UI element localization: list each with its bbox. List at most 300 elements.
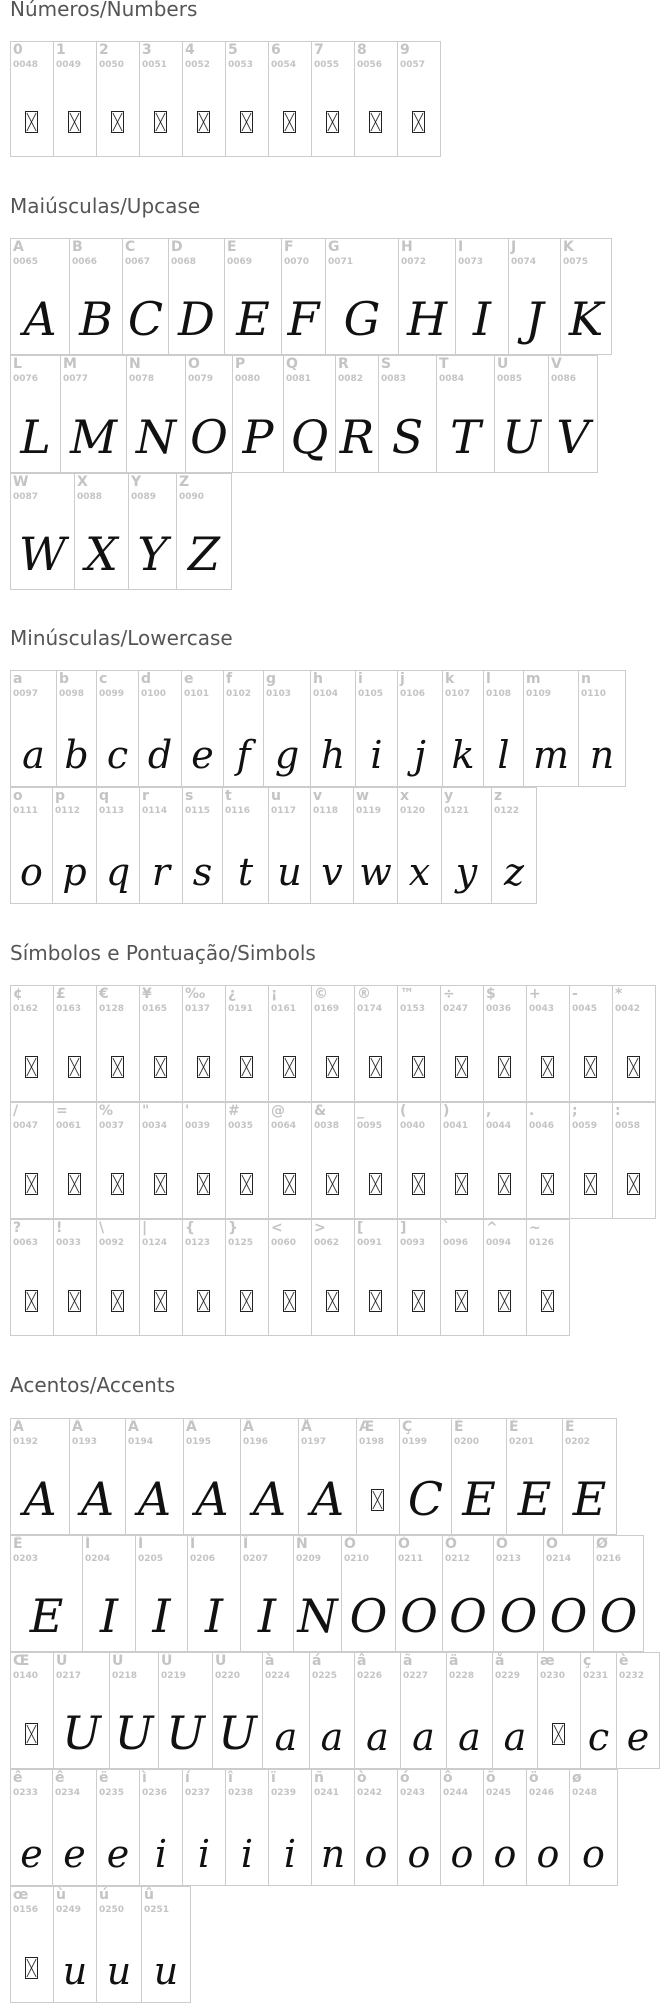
glyph-char-label: ( <box>400 1103 407 1119</box>
glyph-char-label: P <box>235 356 246 372</box>
glyph-char-label: Ã <box>186 1419 197 1435</box>
glyph-sample: u <box>62 1949 88 1993</box>
missing-glyph-icon <box>369 1290 382 1312</box>
glyph-cell-accents <box>182 1769 226 1886</box>
glyph-code-label: 0206 <box>190 1554 216 1564</box>
glyph-sample: V <box>556 410 590 464</box>
glyph-code-label: 0125 <box>228 1238 254 1248</box>
glyph-sample: w <box>359 850 392 894</box>
missing-glyph-icon <box>68 1056 81 1078</box>
glyph-code-label: 0202 <box>565 1437 591 1447</box>
glyph-cell-symbols <box>182 985 226 1102</box>
glyph-cell-numbers <box>225 41 269 157</box>
glyph-cell-accents <box>10 1769 53 1886</box>
missing-glyph-icon <box>25 111 38 133</box>
glyph-cell-symbols <box>612 1102 656 1219</box>
glyph-char-label: s <box>185 788 194 804</box>
glyph-cell-lowercase <box>223 670 264 787</box>
glyph-code-label: 0199 <box>402 1437 428 1447</box>
glyph-code-label: 0174 <box>357 1004 383 1014</box>
glyph-code-label: 0196 <box>243 1437 269 1447</box>
glyph-cell-accents <box>96 1886 142 2003</box>
glyph-cell-accents <box>53 1886 97 2003</box>
glyph-cell-accents <box>440 1769 484 1886</box>
glyph-cell-symbols <box>182 1219 226 1336</box>
glyph-cell-accents <box>537 1652 581 1769</box>
glyph-cell-upcase <box>10 355 61 473</box>
glyph-cell-symbols <box>10 985 54 1102</box>
glyph-code-label: 0229 <box>495 1671 521 1681</box>
glyph-cell-accents <box>354 1769 398 1886</box>
glyph-char-label: ø <box>572 1770 582 1786</box>
glyph-cell-symbols <box>10 1102 54 1219</box>
glyph-code-label: 0153 <box>400 1004 426 1014</box>
glyph-cell-accents <box>580 1652 617 1769</box>
glyph-cell-accents <box>526 1769 570 1886</box>
glyph-sample: i <box>370 733 383 777</box>
glyph-cell-symbols <box>53 1102 97 1219</box>
glyph-cell-symbols <box>440 1219 484 1336</box>
glyph-char-label: Ö <box>546 1536 558 1552</box>
glyph-code-label: 0066 <box>72 257 98 267</box>
glyph-char-label: c <box>99 671 108 687</box>
glyph-sample: A <box>252 1472 287 1526</box>
glyph-sample: A <box>195 1472 229 1526</box>
glyph-cell-lowercase <box>310 670 356 787</box>
glyph-char-label: / <box>13 1103 19 1119</box>
glyph-cell-upcase <box>74 473 129 590</box>
glyph-code-label: 0093 <box>400 1238 426 1248</box>
glyph-cell-symbols <box>483 985 527 1102</box>
glyph-cell-upcase <box>436 355 495 473</box>
glyph-sample: Z <box>188 527 220 581</box>
glyph-char-label: b <box>59 671 70 687</box>
glyph-char-label: : <box>615 1103 621 1119</box>
glyph-sample: E <box>236 292 270 346</box>
glyph-code-label: 0081 <box>286 374 312 384</box>
glyph-sample: N <box>297 1589 338 1643</box>
glyph-sample: f <box>236 733 251 777</box>
glyph-code-label: 0211 <box>398 1554 424 1564</box>
glyph-char-label: ç <box>583 1653 592 1669</box>
glyph-code-label: 0051 <box>142 60 168 70</box>
glyph-code-label: 0105 <box>358 689 384 699</box>
glyph-cell-symbols <box>311 1219 355 1336</box>
glyph-cell-upcase <box>185 355 233 473</box>
glyph-code-label: 0052 <box>185 60 211 70</box>
section-title-numbers: Números/Numbers <box>10 0 198 21</box>
section-title-lowercase: Minúsculas/Lowercase <box>10 626 233 650</box>
missing-glyph-icon <box>369 111 382 133</box>
glyph-cell-numbers <box>53 41 97 157</box>
missing-glyph-icon <box>197 111 210 133</box>
glyph-char-label: D <box>171 239 183 255</box>
glyph-code-label: 0140 <box>13 1671 39 1681</box>
glyph-cell-accents <box>158 1652 213 1769</box>
glyph-sample: I <box>152 1589 171 1643</box>
glyph-code-label: 0071 <box>328 257 354 267</box>
glyph-cell-lowercase <box>483 670 524 787</box>
missing-glyph-icon <box>197 1056 210 1078</box>
glyph-code-label: 0233 <box>13 1788 39 1798</box>
glyph-cell-upcase <box>128 473 177 590</box>
glyph-cell-accents <box>562 1418 617 1535</box>
glyph-sample: i <box>197 1832 211 1876</box>
glyph-char-label: Ñ <box>296 1536 308 1552</box>
missing-glyph-icon <box>283 1173 296 1195</box>
missing-glyph-icon <box>111 1290 124 1312</box>
glyph-cell-symbols <box>10 1219 54 1336</box>
glyph-cell-symbols <box>268 985 312 1102</box>
glyph-code-label: 0061 <box>56 1121 82 1131</box>
glyph-code-label: 0246 <box>529 1788 555 1798</box>
glyph-cell-symbols <box>397 1102 441 1219</box>
glyph-code-label: 0197 <box>301 1437 327 1447</box>
missing-glyph-icon <box>584 1056 597 1078</box>
glyph-code-label: 0102 <box>226 689 252 699</box>
missing-glyph-icon <box>283 111 296 133</box>
glyph-code-label: 0115 <box>185 806 211 816</box>
glyph-sample: a <box>458 1715 481 1759</box>
glyph-cell-accents <box>397 1769 441 1886</box>
glyph-code-label: 0225 <box>312 1671 338 1681</box>
glyph-code-label: 0238 <box>228 1788 254 1798</box>
glyph-code-label: 0033 <box>56 1238 82 1248</box>
glyph-sample: N <box>135 410 177 464</box>
glyph-code-label: 0109 <box>526 689 552 699</box>
glyph-code-label: 0200 <box>454 1437 480 1447</box>
glyph-code-label: 0104 <box>313 689 339 699</box>
glyph-sample: I <box>204 1589 224 1643</box>
glyph-cell-accents <box>311 1769 355 1886</box>
glyph-code-label: 0103 <box>266 689 292 699</box>
glyph-code-label: 0137 <box>185 1004 211 1014</box>
glyph-cell-lowercase <box>10 670 57 787</box>
glyph-char-label: . <box>529 1103 535 1119</box>
missing-glyph-icon <box>369 1173 382 1195</box>
glyph-cell-accents <box>483 1769 527 1886</box>
glyph-char-label: Ú <box>112 1653 124 1669</box>
glyph-sample: U <box>114 1706 154 1760</box>
glyph-code-label: 0122 <box>494 806 520 816</box>
glyph-cell-symbols <box>526 1219 570 1336</box>
glyph-sample: i <box>240 1832 254 1876</box>
glyph-cell-upcase <box>335 355 379 473</box>
glyph-cell-lowercase <box>353 787 398 904</box>
glyph-char-label: ö <box>529 1770 539 1786</box>
missing-glyph-icon <box>283 1290 296 1312</box>
glyph-code-label: 0097 <box>13 689 39 699</box>
glyph-char-label: f <box>226 671 233 687</box>
glyph-code-label: 0112 <box>55 806 81 816</box>
glyph-code-label: 0086 <box>551 374 577 384</box>
glyph-char-label: æ <box>540 1653 555 1669</box>
glyph-code-label: 0067 <box>125 257 151 267</box>
glyph-cell-symbols <box>96 1102 140 1219</box>
missing-glyph-icon <box>240 111 253 133</box>
glyph-char-label: ® <box>357 986 371 1002</box>
glyph-char-label: _ <box>357 1103 364 1119</box>
glyph-char-label: Ô <box>445 1536 457 1552</box>
glyph-cell-accents <box>506 1418 563 1535</box>
glyph-cell-symbols <box>354 1219 398 1336</box>
glyph-sample: e <box>63 1832 86 1876</box>
glyph-char-label: ä <box>449 1653 459 1669</box>
glyph-sample: o <box>493 1832 517 1876</box>
glyph-code-label: 0082 <box>338 374 364 384</box>
glyph-code-label: 0250 <box>99 1905 125 1915</box>
glyph-char-label: ¢ <box>13 986 23 1002</box>
glyph-code-label: 0191 <box>228 1004 254 1014</box>
glyph-cell-accents <box>395 1535 443 1652</box>
glyph-code-label: 0244 <box>443 1788 469 1798</box>
missing-glyph-icon <box>68 1173 81 1195</box>
glyph-char-label: û <box>144 1887 154 1903</box>
glyph-char-label: < <box>271 1220 283 1236</box>
glyph-code-label: 0045 <box>572 1004 598 1014</box>
glyph-code-label: 0056 <box>357 60 383 70</box>
glyph-cell-symbols <box>268 1102 312 1219</box>
glyph-sample: Q <box>290 410 329 464</box>
glyph-char-label: G <box>328 239 340 255</box>
glyph-sample: i <box>283 1832 297 1876</box>
glyph-char-label: x <box>400 788 410 804</box>
glyph-cell-lowercase <box>52 787 97 904</box>
glyph-sample: R <box>339 410 375 464</box>
glyph-code-label: 0077 <box>63 374 89 384</box>
glyph-char-label: ì <box>142 1770 147 1786</box>
glyph-cell-lowercase <box>56 670 97 787</box>
glyph-char-label: $ <box>486 986 496 1002</box>
missing-glyph-icon <box>412 1290 425 1312</box>
glyph-cell-lowercase <box>138 670 182 787</box>
glyph-sample: h <box>320 733 346 777</box>
glyph-code-label: 0114 <box>142 806 168 816</box>
glyph-char-label: K <box>563 239 574 255</box>
glyph-sample: i <box>154 1832 168 1876</box>
glyph-code-label: 0219 <box>161 1671 187 1681</box>
glyph-sample: H <box>406 292 448 346</box>
glyph-cell-upcase <box>398 238 456 355</box>
glyph-sample: o <box>407 1832 431 1876</box>
glyph-code-label: 0195 <box>186 1437 212 1447</box>
missing-glyph-icon <box>240 1173 253 1195</box>
glyph-code-label: 0239 <box>271 1788 297 1798</box>
glyph-cell-symbols <box>268 1219 312 1336</box>
glyph-char-label: 6 <box>271 42 281 58</box>
glyph-sample: m <box>532 733 570 777</box>
glyph-char-label: ë <box>99 1770 109 1786</box>
glyph-code-label: 0060 <box>271 1238 297 1248</box>
glyph-char-label: € <box>99 986 109 1002</box>
glyph-char-label: y <box>444 788 454 804</box>
glyph-char-label: Í <box>138 1536 144 1552</box>
glyph-char-label: ï <box>271 1770 276 1786</box>
glyph-char-label: Ê <box>565 1419 575 1435</box>
glyph-cell-lowercase <box>268 787 311 904</box>
glyph-sample: r <box>151 850 171 894</box>
glyph-char-label: > <box>314 1220 326 1236</box>
glyph-code-label: 0212 <box>445 1554 471 1564</box>
glyph-char-label: ê <box>13 1770 23 1786</box>
glyph-code-label: 0156 <box>13 1905 39 1915</box>
glyph-char-label: Ç <box>402 1419 413 1435</box>
glyph-code-label: 0038 <box>314 1121 340 1131</box>
missing-glyph-icon <box>369 1056 382 1078</box>
glyph-cell-accents <box>125 1418 184 1535</box>
glyph-cell-lowercase <box>263 670 311 787</box>
glyph-cell-lowercase <box>442 670 484 787</box>
glyph-cell-lowercase <box>10 787 53 904</box>
glyph-sample: o <box>20 850 43 894</box>
glyph-code-label: 0044 <box>486 1121 512 1131</box>
glyph-char-label: | <box>142 1220 148 1236</box>
missing-glyph-icon <box>68 1290 81 1312</box>
glyph-cell-accents <box>69 1418 126 1535</box>
glyph-char-label: , <box>486 1103 492 1119</box>
glyph-code-label: 0098 <box>59 689 85 699</box>
glyph-sample: p <box>62 850 87 894</box>
glyph-char-label: å <box>495 1653 505 1669</box>
glyph-cell-numbers <box>10 41 54 157</box>
glyph-sample: U <box>62 1706 101 1760</box>
glyph-sample: e <box>20 1832 43 1876</box>
glyph-char-label: ù <box>56 1887 66 1903</box>
glyph-cell-accents <box>96 1769 140 1886</box>
glyph-cell-accents <box>212 1652 263 1769</box>
glyph-char-label: 5 <box>228 42 238 58</box>
glyph-cell-numbers <box>182 41 226 157</box>
glyph-sample: D <box>178 292 215 346</box>
glyph-code-label: 0245 <box>486 1788 512 1798</box>
glyph-cell-upcase <box>232 355 284 473</box>
glyph-code-label: 0220 <box>215 1671 241 1681</box>
glyph-cell-lowercase <box>355 670 398 787</box>
glyph-char-label: î <box>228 1770 233 1786</box>
missing-glyph-icon <box>541 1290 554 1312</box>
glyph-char-label: e <box>184 671 194 687</box>
glyph-cell-upcase <box>224 238 282 355</box>
glyph-code-label: 0111 <box>13 806 39 816</box>
glyph-code-label: 0243 <box>400 1788 426 1798</box>
glyph-cell-symbols <box>569 985 613 1102</box>
glyph-char-label: R <box>338 356 349 372</box>
glyph-code-label: 0216 <box>596 1554 622 1564</box>
missing-glyph-icon <box>197 1173 210 1195</box>
glyph-cell-accents <box>52 1769 97 1886</box>
glyph-sample: o <box>364 1832 388 1876</box>
missing-glyph-icon <box>154 1290 167 1312</box>
glyph-code-label: 0193 <box>72 1437 98 1447</box>
missing-glyph-icon <box>584 1173 597 1195</box>
glyph-char-label: = <box>56 1103 68 1119</box>
glyph-code-label: 0248 <box>572 1788 598 1798</box>
glyph-code-label: 0128 <box>99 1004 125 1014</box>
glyph-code-label: 0085 <box>497 374 523 384</box>
glyph-cell-symbols <box>483 1219 527 1336</box>
glyph-cell-upcase <box>560 238 612 355</box>
glyph-char-label: Œ <box>13 1653 30 1669</box>
glyph-char-label: a <box>13 671 23 687</box>
glyph-char-label: £ <box>56 986 66 1002</box>
glyph-sample: A <box>310 1472 345 1526</box>
glyph-sample: E <box>572 1472 607 1526</box>
glyph-char-label: ò <box>357 1770 367 1786</box>
glyph-cell-accents <box>268 1769 312 1886</box>
glyph-code-label: 0042 <box>615 1004 641 1014</box>
glyph-code-label: 0035 <box>228 1121 254 1131</box>
glyph-cell-lowercase <box>222 787 269 904</box>
glyph-sample: l <box>497 733 510 777</box>
glyph-char-label: Â <box>128 1419 139 1435</box>
glyph-char-label: ÷ <box>443 986 455 1002</box>
glyph-char-label: C <box>125 239 136 255</box>
glyph-code-label: 0163 <box>56 1004 82 1014</box>
glyph-cell-symbols <box>96 985 140 1102</box>
glyph-sample: X <box>85 527 118 581</box>
missing-glyph-icon <box>197 1290 210 1312</box>
glyph-sample: A <box>137 1472 172 1526</box>
missing-glyph-icon <box>412 1173 425 1195</box>
glyph-sample: K <box>568 292 604 346</box>
glyph-cell-upcase <box>378 355 437 473</box>
glyph-cell-upcase <box>10 238 70 355</box>
glyph-code-label: 0118 <box>313 806 339 816</box>
glyph-cell-upcase <box>494 355 549 473</box>
glyph-char-label: ? <box>13 1220 22 1236</box>
missing-glyph-icon <box>25 1290 38 1312</box>
glyph-cell-accents <box>240 1535 294 1652</box>
glyph-cell-accents <box>10 1652 54 1769</box>
glyph-cell-accents <box>400 1652 447 1769</box>
glyph-sample: A <box>23 292 57 346</box>
glyph-char-label: À <box>13 1419 24 1435</box>
glyph-cell-accents <box>139 1769 183 1886</box>
glyph-code-label: 0078 <box>129 374 155 384</box>
glyph-sample: U <box>166 1706 205 1760</box>
glyph-char-label: 3 <box>142 42 152 58</box>
glyph-sample: I <box>257 1589 277 1643</box>
glyph-sample: O <box>599 1589 638 1643</box>
glyph-char-label: % <box>99 1103 114 1119</box>
glyph-sample: y <box>455 850 478 894</box>
glyph-code-label: 0072 <box>401 257 427 267</box>
glyph-cell-upcase <box>69 238 123 355</box>
glyph-char-label: F <box>284 239 294 255</box>
glyph-code-label: 0121 <box>444 806 470 816</box>
glyph-sample: b <box>64 733 89 777</box>
glyph-cell-upcase <box>325 238 399 355</box>
glyph-cell-lowercase <box>139 787 183 904</box>
missing-glyph-icon <box>412 1056 425 1078</box>
glyph-code-label: 0237 <box>185 1788 211 1798</box>
glyph-sample: A <box>80 1472 115 1526</box>
glyph-cell-accents <box>569 1769 618 1886</box>
glyph-cell-symbols <box>440 1102 484 1219</box>
glyph-cell-symbols <box>182 1102 226 1219</box>
glyph-cell-accents <box>616 1652 660 1769</box>
glyph-char-label: * <box>615 986 623 1002</box>
glyph-char-label: O <box>188 356 200 372</box>
glyph-cell-symbols <box>139 985 183 1102</box>
missing-glyph-icon <box>25 1723 38 1745</box>
glyph-char-label: È <box>454 1419 464 1435</box>
glyph-sample: I <box>472 292 492 346</box>
glyph-code-label: 0095 <box>357 1121 383 1131</box>
glyph-code-label: 0037 <box>99 1121 125 1131</box>
glyph-char-label: 0 <box>13 42 23 58</box>
glyph-char-label: Z <box>179 474 190 490</box>
